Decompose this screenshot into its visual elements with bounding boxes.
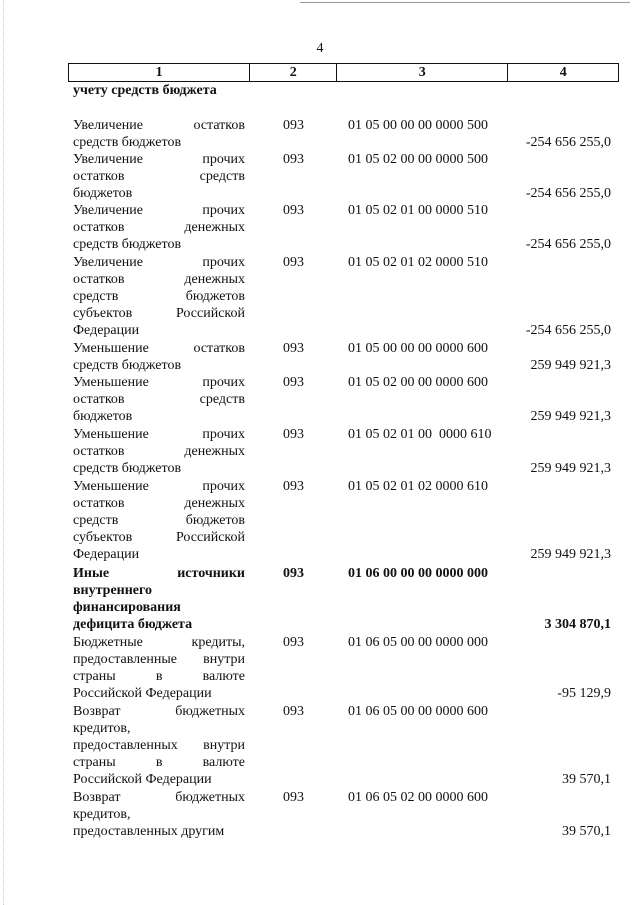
row-name-line: остатков денежных [73, 272, 245, 287]
row-classification-code: 01 05 02 00 00 0000 500 [348, 152, 488, 167]
row-classification-code: 01 05 00 00 00 0000 500 [348, 118, 488, 133]
row-admin-code: 093 [283, 427, 304, 442]
row-name-line: Уменьшение остатков [73, 341, 245, 356]
row-amount: 259 949 921,3 [530, 409, 611, 424]
row-name-line: Уменьшение прочих [73, 375, 245, 390]
row-name [73, 565, 245, 633]
row-classification-code: 01 06 05 02 00 0000 600 [348, 790, 488, 805]
row-name-line: остатков денежных [73, 444, 245, 459]
row-amount: -254 656 255,0 [525, 186, 611, 201]
row-name-line: предоставленных другим [73, 824, 225, 839]
row-name-line: страны в валюте [73, 669, 245, 684]
row-name-line: субъектов Российской [73, 530, 245, 545]
row-name-line: средств бюджетов [73, 461, 182, 476]
page-number: 4 [316, 41, 324, 56]
row-classification-code: 01 05 02 00 00 0000 600 [348, 375, 488, 390]
row-name-line: Федерации [73, 547, 140, 562]
row-name-line: остатков денежных [73, 220, 245, 235]
table-header [68, 63, 619, 82]
row-name-line: Уменьшение прочих [73, 427, 245, 442]
row-amount: 259 949 921,3 [530, 461, 611, 476]
row-name [73, 374, 245, 425]
row-classification-code: 01 05 02 01 02 0000 610 [348, 479, 488, 494]
row-name-line: дефицита бюджета [73, 617, 193, 632]
row-name [73, 340, 245, 374]
row-name-line: бюджетов [73, 409, 133, 424]
row-classification-code: 01 06 00 00 00 0000 000 [348, 566, 488, 581]
row-amount: 39 570,1 [562, 772, 611, 787]
row-classification-code: 01 05 02 01 00 0000 610 [348, 427, 492, 442]
row-admin-code: 093 [283, 118, 304, 133]
row-admin-code: 093 [283, 635, 304, 650]
row-name [73, 151, 245, 202]
row-amount: -254 656 255,0 [525, 237, 611, 252]
scan-top-edge [300, 2, 630, 3]
row-name-line: кредитов, [73, 807, 131, 822]
row-name-line: Увеличение прочих [73, 203, 245, 218]
row-name-line: Бюджетные кредиты, [73, 635, 245, 650]
row-name-line: финансирования [73, 600, 181, 615]
row-admin-code: 093 [283, 255, 304, 270]
row-name [73, 202, 245, 253]
row-admin-code: 093 [283, 704, 304, 719]
row-admin-code: 093 [283, 790, 304, 805]
scan-left-edge [3, 0, 4, 905]
row-name [73, 254, 245, 339]
row-name-line: Федерации [73, 323, 140, 338]
row-name-line: остатков средств [73, 169, 245, 184]
column-header-1: 1 [69, 64, 250, 81]
column-header-3: 3 [337, 64, 508, 81]
row-name [73, 789, 245, 840]
row-name [73, 426, 245, 477]
row-amount: 3 304 870,1 [544, 617, 611, 632]
row-name-line: средств бюджетов [73, 358, 182, 373]
row-amount: -95 129,9 [557, 686, 611, 701]
row-name [73, 634, 245, 702]
row-amount: -254 656 255,0 [525, 135, 611, 150]
row-amount: 39 570,1 [562, 824, 611, 839]
row-name-line: остатков средств [73, 392, 245, 407]
row-admin-code: 093 [283, 479, 304, 494]
row-admin-code: 093 [283, 341, 304, 356]
row-name-line: средств бюджетов [73, 135, 182, 150]
row-name [73, 82, 245, 99]
row-classification-code: 01 05 02 01 02 0000 510 [348, 255, 488, 270]
row-name-line: Уменьшение прочих [73, 479, 245, 494]
row-name-line: Увеличение прочих [73, 152, 245, 167]
row-admin-code: 093 [283, 375, 304, 390]
row-name [73, 703, 245, 788]
row-name-line: Российской Федерации [73, 772, 212, 787]
row-amount: 259 949 921,3 [530, 358, 611, 373]
row-amount: 259 949 921,3 [530, 547, 611, 562]
row-name-line: учету средств бюджета [73, 83, 217, 98]
row-name-line: Увеличение остатков [73, 118, 245, 133]
row-name [73, 117, 245, 151]
row-admin-code: 093 [283, 203, 304, 218]
row-classification-code: 01 06 05 00 00 0000 600 [348, 704, 488, 719]
row-name-line: Российской Федерации [73, 686, 212, 701]
row-name-line: внутреннего [73, 583, 153, 598]
row-name-line: Возврат бюджетных [73, 704, 245, 719]
row-admin-code: 093 [283, 152, 304, 167]
row-name-line: страны в валюте [73, 755, 245, 770]
row-classification-code: 01 06 05 00 00 0000 000 [348, 635, 488, 650]
row-name-line: средств бюджетов [73, 289, 245, 304]
row-name-line: Иные источники [73, 566, 245, 581]
row-name-line: предоставленные внутри [73, 652, 245, 667]
row-name [73, 478, 245, 563]
column-header-4: 4 [559, 65, 567, 80]
row-name-line: средств бюджетов [73, 513, 245, 528]
row-name-line: субъектов Российской [73, 306, 245, 321]
row-amount: -254 656 255,0 [525, 323, 611, 338]
row-name-line: Возврат бюджетных [73, 790, 245, 805]
row-name-line: средств бюджетов [73, 237, 182, 252]
row-name-line: остатков денежных [73, 496, 245, 511]
row-classification-code: 01 05 00 00 00 0000 600 [348, 341, 488, 356]
row-admin-code: 093 [283, 566, 304, 581]
row-name-line: Увеличение прочих [73, 255, 245, 270]
row-name-line: предоставленных внутри [73, 738, 245, 753]
column-header-2: 2 [250, 64, 337, 81]
row-name-line: кредитов, [73, 721, 131, 736]
row-name-line: бюджетов [73, 186, 133, 201]
row-classification-code: 01 05 02 01 00 0000 510 [348, 203, 488, 218]
